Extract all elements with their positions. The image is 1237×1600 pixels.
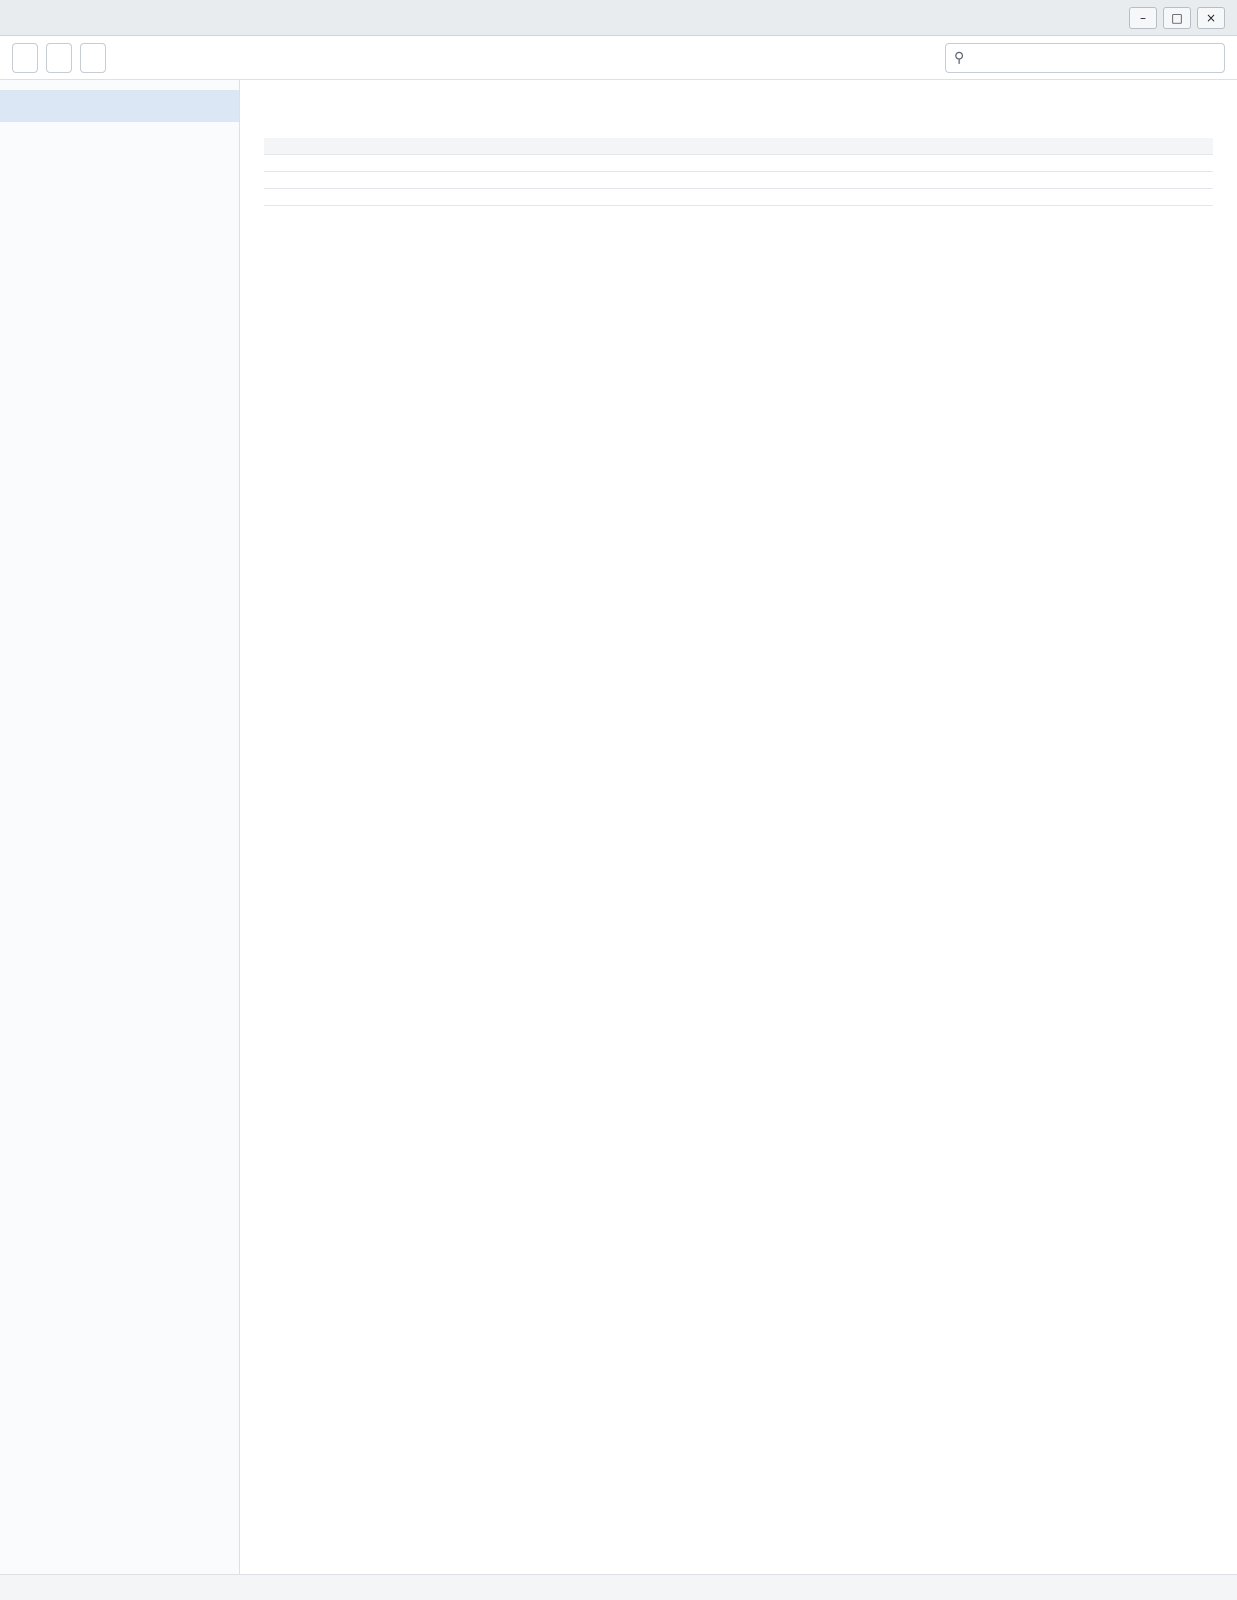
window-controls [1129,7,1225,29]
column-header[interactable] [739,138,976,155]
maximize-icon[interactable]: □ [1163,7,1191,29]
table-row[interactable] [264,189,1213,206]
table-cell [501,155,738,172]
table-cell [264,155,501,172]
status-bar [0,1574,1237,1600]
table-row[interactable] [264,172,1213,189]
table-cell [739,189,976,206]
toolbar [0,36,1237,80]
main-panel [240,80,1237,1574]
column-header[interactable] [264,138,501,155]
table-row[interactable] [264,155,1213,172]
table-cell [976,189,1213,206]
table-header-row [264,138,1213,155]
table-cell [739,155,976,172]
sidebar-item[interactable] [0,122,239,154]
table-cell [501,172,738,189]
sidebar-item[interactable] [0,90,239,122]
sidebar-item[interactable] [0,218,239,250]
close-icon[interactable]: × [1197,7,1225,29]
table-cell [501,189,738,206]
toolbar-button-3[interactable] [80,43,106,73]
table-cell [976,172,1213,189]
toolbar-button-1[interactable] [12,43,38,73]
data-table [264,138,1213,206]
page-title [264,100,1213,124]
table-cell [739,172,976,189]
column-header[interactable] [501,138,738,155]
title-bar [0,0,1237,36]
sidebar-item[interactable] [0,186,239,218]
minimize-icon[interactable]: – [1129,7,1157,29]
sidebar [0,80,240,1574]
toolbar-button-2[interactable] [46,43,72,73]
table-cell [264,172,501,189]
search-input[interactable] [970,50,1216,65]
sidebar-item[interactable] [0,154,239,186]
search-box [945,43,1225,73]
search-icon: ⚲ [954,49,965,66]
table-cell [264,189,501,206]
table-cell [976,155,1213,172]
content-area [0,80,1237,1574]
column-header[interactable] [976,138,1213,155]
